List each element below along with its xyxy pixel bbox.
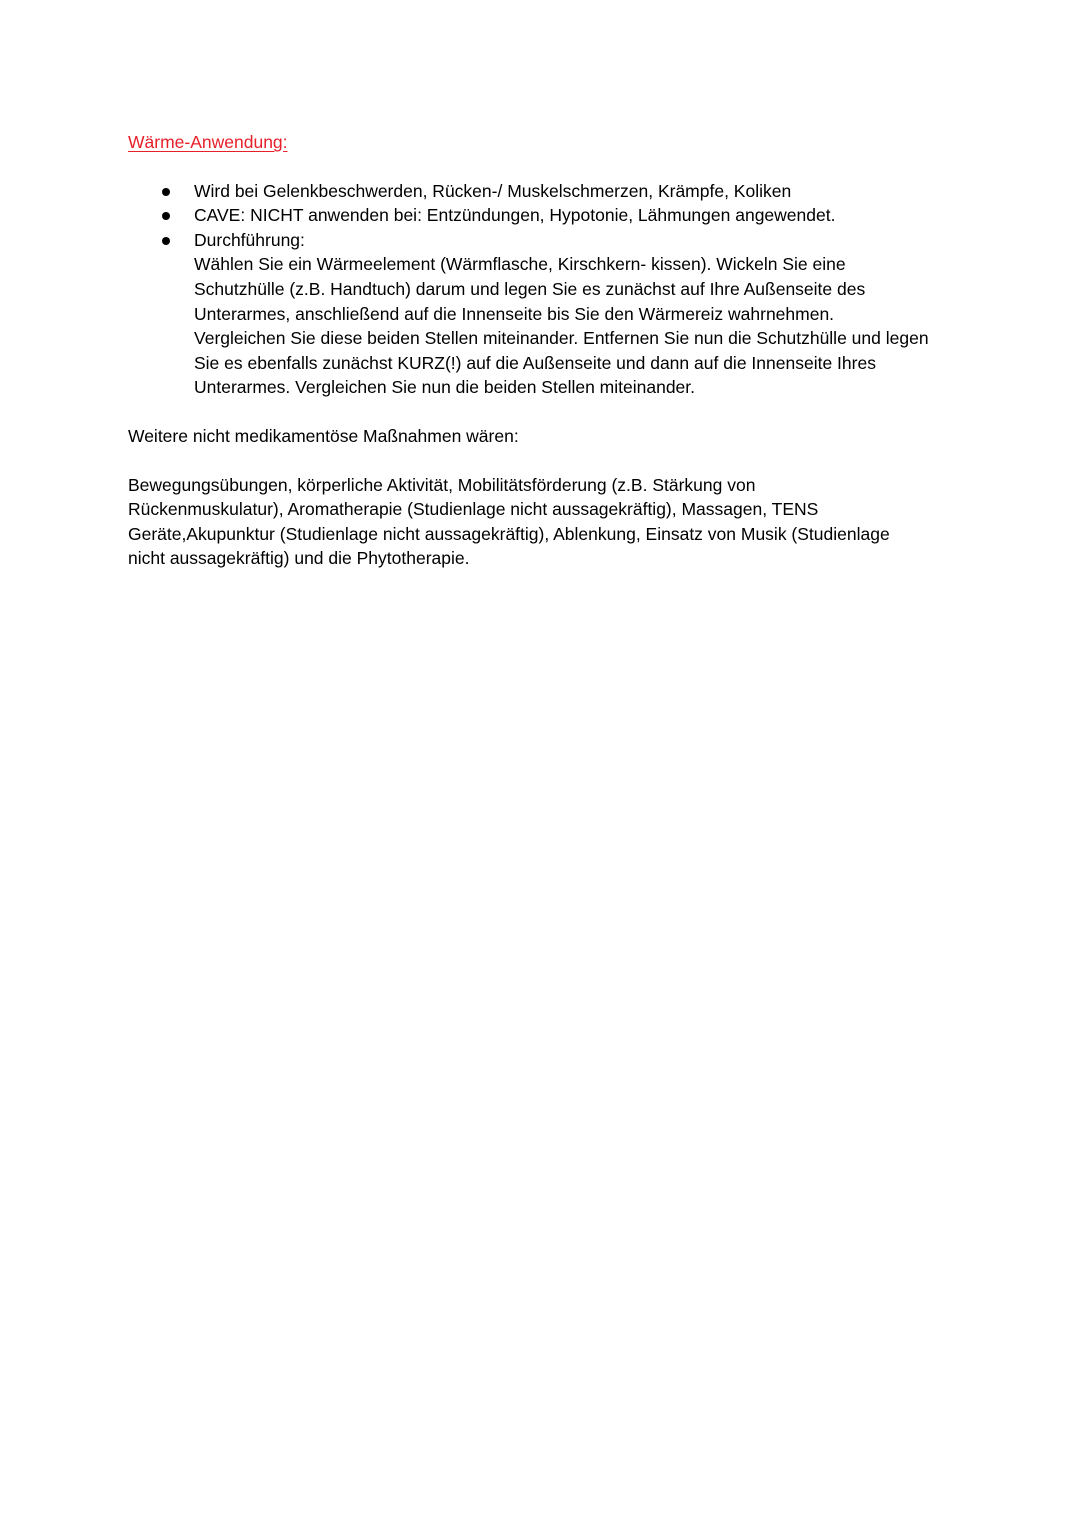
bullet-icon bbox=[162, 212, 170, 220]
intro-paragraph bbox=[128, 424, 968, 449]
bullet-text-title: Durchführung: bbox=[194, 229, 305, 250]
bullet-item-contraindications bbox=[128, 203, 968, 228]
bullet-text-line: Vergleichen Sie diese beiden Stellen miteinander. Entfernen Sie nun die Schutzhülle und legen bbox=[194, 328, 929, 349]
bullet-item-procedure bbox=[128, 228, 968, 400]
bullet-text-line: Unterarmes. Vergleichen Sie nun die beiden Stellen miteinander. bbox=[194, 377, 696, 398]
bullet-icon bbox=[162, 237, 170, 245]
bullet-text: Wird bei Gelenkbeschwerden, Rücken-/ Muskelschmerzen, Krämpfe, Koliken bbox=[194, 180, 792, 201]
bullet-text-line: Sie es ebenfalls zunächst KURZ(!) auf die Außenseite und dann auf die Innenseite Ihres bbox=[194, 352, 876, 373]
bullet-icon bbox=[162, 188, 170, 196]
bullet-text-line: Unterarmes, anschließend auf die Innenseite bis Sie den Wärmereiz wahrnehmen. bbox=[194, 303, 835, 324]
bullet-text-line: Schutzhülle (z.B. Handtuch) darum und legen Sie es zunächst auf Ihre Außenseite des bbox=[194, 278, 866, 299]
measures-line: Bewegungsübungen, körperliche Aktivität, Mobilitätsförderung (z.B. Stärkung von bbox=[128, 474, 756, 495]
bullet-list bbox=[128, 179, 968, 400]
measures-paragraph bbox=[128, 473, 968, 571]
bullet-text-line: Wählen Sie ein Wärmeelement (Wärmflasche, Kirschkern- kissen). Wickeln Sie eine bbox=[194, 254, 846, 275]
measures-line: Geräte,Akupunktur (Studienlage nicht aussagekräftig), Ablenkung, Einsatz von Musik (Studienlage bbox=[128, 523, 890, 544]
measures-line: nicht aussagekräftig) und die Phytotherapie. bbox=[128, 548, 470, 569]
section-heading: Wärme-Anwendung: bbox=[128, 132, 288, 152]
measures-line: Rückenmuskulatur), Aromatherapie (Studienlage nicht aussagekräftig), Massagen, TENS bbox=[128, 499, 819, 520]
intro-text: Weitere nicht medikamentöse Maßnahmen wären: bbox=[128, 425, 519, 446]
bullet-text: CAVE: NICHT anwenden bei: Entzündungen, Hypotonie, Lähmungen angewendet. bbox=[194, 205, 836, 226]
document-content bbox=[128, 130, 968, 595]
bullet-item-indications bbox=[128, 179, 968, 204]
